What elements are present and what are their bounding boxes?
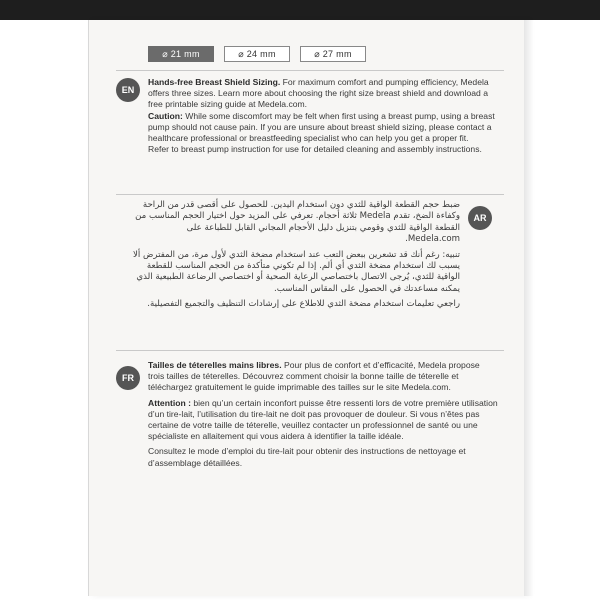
section-ar (130, 200, 460, 311)
fr-intro-paragraph (148, 360, 498, 394)
fr-caution: bien qu’un certain inconfort puisse être ressenti lors de votre première utilisation d’un tire-lait, l’utilisation du tire-lait ne doit pas provoquer de douleur. Si vous n’êtes pas certaine de votre taille de téterelle, veuillez contacter un professionnel de santé ou une spécialiste en allaitement qui vous aidera à identifier la taille idéale. (148, 397, 498, 442)
en-intro: For maximum comfort and pumping efficiency, Medela offers three sizes. Learn more about choosing the right size breast shield and download a free printable sizing guide at Medela.com. (148, 77, 489, 110)
divider-en-ar (116, 194, 504, 195)
fr-caution-paragraph (148, 398, 498, 443)
en-caution-label: Caution: (148, 110, 183, 121)
size-24mm: ⌀ 24 mm (224, 46, 290, 62)
en-caution: While some discomfort may be felt when first using a breast pump, using a breast pump should not cause pain. If you are unsure about breast shield sizing, please contact a healthcare professional or breastfeeding specialist who can help you get a proper fit. (148, 110, 495, 144)
fr-caution-label: Attention : (148, 397, 191, 408)
divider-ar-fr (116, 350, 504, 351)
fr-refer: Consultez le mode d’emploi du tire-lait pour obtenir des instructions de nettoyage et d’assemblage détaillées. (148, 446, 466, 468)
section-fr (148, 360, 498, 469)
size-options (148, 46, 366, 62)
en-intro-paragraph (148, 77, 498, 111)
section-en (148, 77, 498, 155)
en-title: Hands-free Breast Shield Sizing. (148, 77, 281, 87)
box-top-edge (0, 0, 600, 20)
lang-badge-en: EN (116, 78, 140, 102)
en-refer: Refer to breast pump instruction for use for detailed cleaning and assembly instructions. (148, 144, 482, 155)
divider-top (116, 70, 504, 71)
ar-paragraph-1: ضبط حجم القطعة الواقية للثدي دون استخدام اليدين. للحصول على أقصى قدر من الراحة وكفاءة الضخ، تقدم Medela ثلاثة أحجام. تعرفي على المزيد حول اختيار الحجم المناسب من القطعة الواقية للثدي وقومي بتنزيل دليل الأحجام المجاني القابل للطباعة على Medela.com. (135, 200, 460, 245)
size-27mm: ⌀ 27 mm (300, 46, 366, 62)
lang-badge-ar: AR (468, 206, 492, 230)
ar-paragraph-2: تنبيه: رغم أنك قد تشعرين ببعض التعب عند استخدام مضخة الثدي لأول مرة، من المفترض ألا يسبب لك استخدام مضخة الثدي أي ألم. إذا لم تكوني متأكدة من الحجم المناسب للقطعة الواقية للثدي، يُرجى الاتصال باختصاصي الرعاية الصحية أو اختصاصي الرضاعة الطبيعية الذي يمكنه مساعدتك في الحصول على المقاس المناسب. (133, 249, 460, 294)
ar-paragraph-3: راجعي تعليمات استخدام مضخة الثدي للاطلاع على إرشادات التنظيف والتجميع التفصيلية. (147, 299, 460, 310)
fr-intro: Pour plus de confort et d’efficacité, Medela propose trois tailles de téterelles. Découvrez comment choisir la bonne taille de téterelle et téléchargez gratuitement le guide imprimable des tailles sur le site Medela.com. (148, 360, 480, 393)
en-caution-paragraph (148, 111, 498, 145)
box-side-edge (524, 20, 534, 596)
fr-title: Tailles de téterelles mains libres. (148, 360, 282, 370)
size-21mm: ⌀ 21 mm (148, 46, 214, 62)
lang-badge-fr: FR (116, 366, 140, 390)
